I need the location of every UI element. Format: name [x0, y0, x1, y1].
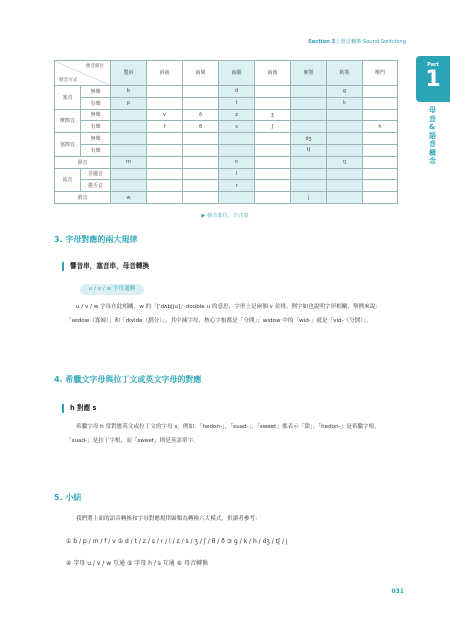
phoneme-cell	[147, 97, 183, 109]
phoneme-cell: ð	[183, 109, 219, 121]
phoneme-cell	[255, 144, 291, 156]
phoneme-cell: w	[111, 192, 147, 204]
phoneme-cell	[183, 156, 219, 168]
phoneme-cell	[183, 144, 219, 156]
phoneme-cell	[291, 180, 327, 192]
table-row	[55, 97, 398, 109]
phoneme-cell	[327, 180, 363, 192]
phoneme-cell	[291, 156, 327, 168]
phoneme-cell: g	[327, 85, 363, 97]
phoneme-cell	[183, 97, 219, 109]
phoneme-cell: t	[219, 97, 255, 109]
column-header: 齒齦	[219, 61, 255, 86]
phoneme-cell	[363, 133, 398, 145]
table-corner	[55, 61, 111, 86]
column-header: 喉門	[363, 61, 398, 86]
phoneme-cell	[327, 133, 363, 145]
phoneme-cell	[363, 180, 398, 192]
phoneme-cell	[327, 144, 363, 156]
phoneme-cell: f	[147, 121, 183, 133]
phoneme-cell	[327, 192, 363, 204]
table-header-row	[55, 61, 398, 86]
phoneme-cell: b	[111, 85, 147, 97]
section-3-pill: u / v / w 字母通轉	[80, 284, 144, 295]
part-tab	[416, 56, 450, 102]
phoneme-cell: θ	[183, 121, 219, 133]
table-row	[55, 133, 398, 145]
manner-label: 塞音	[55, 85, 81, 109]
phoneme-cell: d	[219, 85, 255, 97]
phoneme-cell: dʒ	[291, 133, 327, 145]
phoneme-cell	[111, 133, 147, 145]
phoneme-cell	[219, 192, 255, 204]
phoneme-cell	[255, 85, 291, 97]
section-3-heading: 3. 字母對應的兩大規律	[54, 235, 138, 244]
phoneme-cell: z	[219, 109, 255, 121]
phoneme-cell	[291, 109, 327, 121]
column-header: 雙唇	[111, 61, 147, 86]
phoneme-cell: h	[363, 121, 398, 133]
table-caption: ▶ 發音部位．方式表	[201, 213, 249, 219]
phoneme-cell: k	[327, 97, 363, 109]
phoneme-cell	[255, 168, 291, 180]
section-5-paragraph: 我們將上面的語音轉換和字母對應規律歸類為轉換六大模式，供讀者參考：	[76, 516, 261, 522]
header-title: 語音轉換 Sound Switching	[340, 39, 406, 45]
running-header	[308, 38, 406, 45]
phoneme-cell	[255, 97, 291, 109]
phoneme-cell: p	[111, 97, 147, 109]
table-row	[55, 109, 398, 121]
phoneme-cell	[255, 156, 291, 168]
page-number: 031	[391, 588, 404, 595]
voicing-label: 無聲	[81, 133, 111, 145]
phoneme-cell	[183, 192, 219, 204]
phoneme-cell	[183, 180, 219, 192]
table-row	[55, 180, 398, 192]
phoneme-cell: n	[219, 156, 255, 168]
voicing-label: 非邊音	[81, 168, 111, 180]
phoneme-cell	[147, 180, 183, 192]
table-row	[55, 156, 398, 168]
table-row	[55, 121, 398, 133]
column-header: 唇齒	[147, 61, 183, 86]
part-number: 1	[425, 67, 441, 92]
phoneme-cell	[363, 144, 398, 156]
phoneme-cell	[147, 133, 183, 145]
phoneme-cell	[291, 97, 327, 109]
column-header: 齒間	[183, 61, 219, 86]
phoneme-cell	[291, 121, 327, 133]
phoneme-cell: r	[219, 180, 255, 192]
section-3-subheading: 響音串，塞音串，母音轉換	[62, 262, 149, 271]
side-label: 母音&語音概念	[429, 106, 436, 165]
phoneme-cell	[147, 156, 183, 168]
phoneme-cell	[291, 168, 327, 180]
header-section: Section 3｜	[307, 39, 341, 45]
phoneme-cell	[111, 109, 147, 121]
phoneme-cell	[255, 133, 291, 145]
phoneme-cell	[363, 85, 398, 97]
phoneme-cell: v	[147, 109, 183, 121]
voicing-label: 捲舌音	[81, 180, 111, 192]
phoneme-cell	[111, 168, 147, 180]
column-header: 軟顎	[327, 61, 363, 86]
phoneme-cell: ʒ	[255, 109, 291, 121]
voicing-label: 無聲	[81, 85, 111, 97]
column-header: 齒後	[255, 61, 291, 86]
phoneme-cell	[327, 121, 363, 133]
corner-top-label: 發音部位	[85, 64, 104, 69]
phoneme-cell	[147, 192, 183, 204]
phoneme-cell	[111, 121, 147, 133]
phoneme-cell	[183, 133, 219, 145]
phoneme-cell	[363, 192, 398, 204]
phoneme-cell	[363, 156, 398, 168]
phoneme-cell	[363, 109, 398, 121]
corner-bottom-label: 發音方式	[59, 77, 78, 83]
manner-label: 塞擦音	[55, 133, 81, 157]
phoneme-cell	[111, 180, 147, 192]
phoneme-cell: l	[219, 168, 255, 180]
part-label: Part	[427, 62, 439, 68]
phoneme-cell	[147, 144, 183, 156]
phoneme-cell	[219, 133, 255, 145]
column-header: 硬顎	[291, 61, 327, 86]
phoneme-cell: s	[219, 121, 255, 133]
voicing-label: 有聲	[81, 121, 111, 133]
phoneme-cell	[111, 144, 147, 156]
table-row	[55, 192, 398, 204]
phoneme-cell	[255, 180, 291, 192]
voicing-label: 無聲	[81, 109, 111, 121]
phoneme-cell: ŋ	[327, 156, 363, 168]
voicing-label: 有聲	[81, 144, 111, 156]
phoneme-cell: j	[291, 192, 327, 204]
phoneme-cell: m	[111, 156, 147, 168]
phoneme-cell	[219, 144, 255, 156]
section-3-paragraph: u / v / w 字母在此相關，w 的「[ˈdʌb|ju]」double u 的意思，字形上是兩個 v 並排。例字如也說明字形相關，舉例來說：「widow（寡婦）」和「divide（劃分）」。其中減字母，核心字根都是「分開」；widow 中的「wid-」就是「vid-（分開）」。	[66, 304, 381, 324]
summary-line-1: ① b / p / m / f / v ② d / t / z / s / r / l / z / s / ʒ / ʃ / θ / ð ③ g / k / h / dʒ / tʃ / j	[66, 538, 288, 545]
manner-label: 鼻音	[55, 156, 111, 168]
phoneme-cell	[255, 192, 291, 204]
table-row	[55, 168, 398, 180]
summary-line-2: ④ 字母 u / v / w 互通 ⑤ 字母 h / s 互通 ⑥ 母音轉換	[66, 560, 208, 567]
phoneme-cell	[327, 109, 363, 121]
phoneme-cell	[363, 97, 398, 109]
phoneme-cell	[147, 85, 183, 97]
section-4-paragraph: 希臘字母 h 常對應英文或拉丁文的字母 s。例如：「hedon-」、「suad-」、「sweet」都表示「甜」；「hedon-」是希臘字根，「suad-」是拉丁字根，而「sweet」則是英語單字。	[66, 424, 380, 444]
table-row	[55, 144, 398, 156]
voicing-label: 有聲	[81, 97, 111, 109]
phoneme-cell	[183, 168, 219, 180]
phoneme-cell: ʃ	[255, 121, 291, 133]
manner-label: 滑音	[55, 192, 111, 204]
phoneme-cell	[327, 168, 363, 180]
phoneme-cell	[291, 85, 327, 97]
section-4-heading: 4. 希臘文字母與拉丁文或英文字母的對應	[54, 375, 202, 384]
table-row	[55, 85, 398, 97]
phoneme-cell	[183, 85, 219, 97]
section-5-heading: 5. 小結	[54, 493, 82, 502]
phonetic-table	[54, 60, 398, 204]
phoneme-cell	[363, 168, 398, 180]
phoneme-cell: tʃ	[291, 144, 327, 156]
section-4-subheading: h 對應 s	[62, 404, 96, 413]
manner-label: 摩擦音	[55, 109, 81, 133]
phoneme-cell	[147, 168, 183, 180]
manner-label: 流音	[55, 168, 81, 192]
